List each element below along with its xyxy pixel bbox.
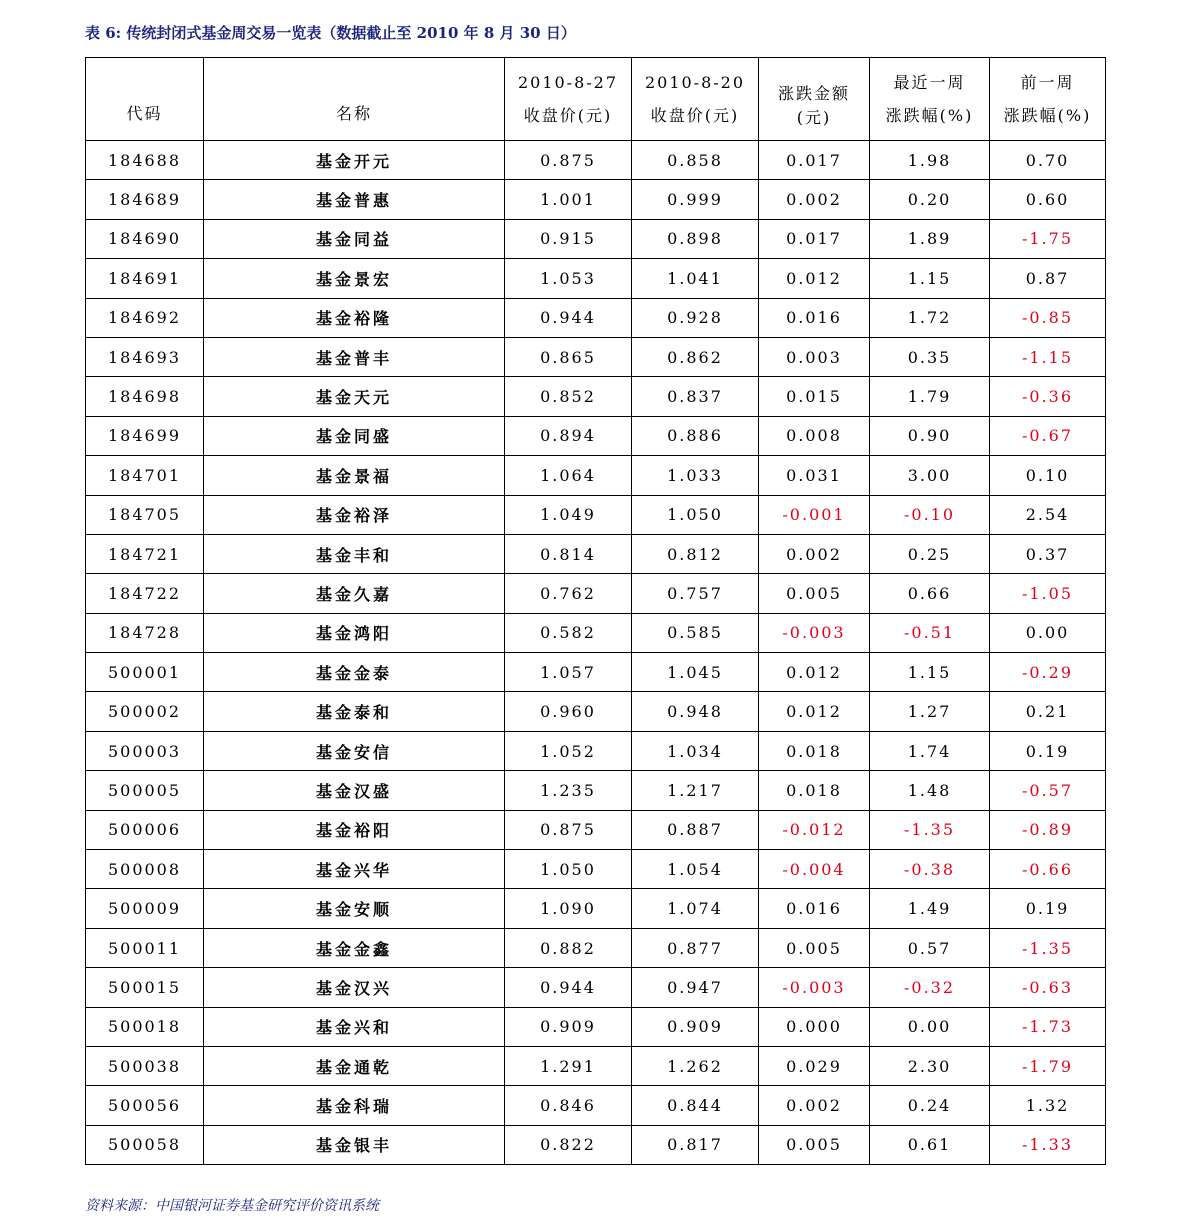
cell-close-previous: 0.837	[632, 377, 759, 416]
cell-close-current: 1.090	[505, 889, 632, 928]
cell-close-current: 1.291	[505, 1046, 632, 1085]
cell-week-change: 1.48	[870, 771, 990, 810]
cell-change-amount: 0.031	[759, 456, 870, 495]
cell-week-change: 0.57	[870, 928, 990, 967]
cell-close-current: 1.057	[505, 653, 632, 692]
cell-change-amount: 0.016	[759, 298, 870, 337]
cell-prev-week-change: 0.37	[990, 534, 1106, 573]
cell-change-amount: -0.004	[759, 850, 870, 889]
cell-prev-week-change: 0.00	[990, 613, 1106, 652]
table-row	[86, 850, 1106, 889]
table-row	[86, 928, 1106, 967]
cell-code: 184689	[86, 180, 204, 219]
cell-close-current: 0.814	[505, 534, 632, 573]
header-close-previous-label: 收盘价(元)	[650, 106, 740, 125]
header-prev-week-change-line1: 前一周	[1020, 73, 1075, 92]
cell-name: 基金裕泽	[204, 495, 505, 534]
cell-change-amount: 0.003	[759, 337, 870, 376]
cell-prev-week-change: 0.10	[990, 456, 1106, 495]
cell-prev-week-change: 1.32	[990, 1086, 1106, 1125]
cell-week-change: -0.10	[870, 495, 990, 534]
cell-week-change: 0.66	[870, 574, 990, 613]
table-row	[86, 259, 1106, 298]
cell-name: 基金普惠	[204, 180, 505, 219]
cell-close-previous: 0.862	[632, 337, 759, 376]
cell-change-amount: 0.018	[759, 731, 870, 770]
cell-code: 184690	[86, 219, 204, 258]
cell-close-previous: 1.045	[632, 653, 759, 692]
cell-code: 184698	[86, 377, 204, 416]
cell-change-amount: 0.016	[759, 889, 870, 928]
cell-close-current: 0.822	[505, 1125, 632, 1164]
cell-week-change: 1.74	[870, 731, 990, 770]
cell-change-amount: 0.017	[759, 219, 870, 258]
cell-code: 500009	[86, 889, 204, 928]
cell-code: 500058	[86, 1125, 204, 1164]
cell-close-current: 0.944	[505, 298, 632, 337]
cell-week-change: 1.79	[870, 377, 990, 416]
cell-close-current: 1.053	[505, 259, 632, 298]
cell-change-amount: 0.018	[759, 771, 870, 810]
cell-prev-week-change: 0.87	[990, 259, 1106, 298]
cell-close-previous: 0.757	[632, 574, 759, 613]
cell-change-amount: -0.012	[759, 810, 870, 849]
cell-code: 500018	[86, 1007, 204, 1046]
cell-week-change: 1.72	[870, 298, 990, 337]
cell-code: 500008	[86, 850, 204, 889]
cell-close-current: 0.909	[505, 1007, 632, 1046]
cell-change-amount: 0.015	[759, 377, 870, 416]
cell-name: 基金景福	[204, 456, 505, 495]
table-row	[86, 377, 1106, 416]
cell-change-amount: 0.000	[759, 1007, 870, 1046]
closed-end-fund-table	[85, 57, 1106, 1165]
cell-code: 184705	[86, 495, 204, 534]
table-row	[86, 1046, 1106, 1085]
table-row	[86, 731, 1106, 770]
table-row	[86, 180, 1106, 219]
table-row	[86, 968, 1106, 1007]
cell-close-current: 0.944	[505, 968, 632, 1007]
table-row	[86, 534, 1106, 573]
cell-close-previous: 0.948	[632, 692, 759, 731]
header-change-amount-line2: (元)	[796, 108, 832, 127]
cell-prev-week-change: -1.75	[990, 219, 1106, 258]
cell-code: 184688	[86, 141, 204, 180]
cell-close-previous: 0.999	[632, 180, 759, 219]
table-row	[86, 771, 1106, 810]
cell-close-current: 0.882	[505, 928, 632, 967]
cell-week-change: -0.51	[870, 613, 990, 652]
cell-close-current: 0.846	[505, 1086, 632, 1125]
cell-change-amount: 0.002	[759, 534, 870, 573]
table-row	[86, 1086, 1106, 1125]
cell-name: 基金科瑞	[204, 1086, 505, 1125]
cell-code: 500056	[86, 1086, 204, 1125]
table-row	[86, 219, 1106, 258]
cell-code: 184692	[86, 298, 204, 337]
cell-prev-week-change: -0.67	[990, 416, 1106, 455]
cell-change-amount: 0.029	[759, 1046, 870, 1085]
header-close-current	[505, 58, 632, 141]
cell-name: 基金普丰	[204, 337, 505, 376]
cell-change-amount: 0.002	[759, 180, 870, 219]
cell-close-current: 1.050	[505, 850, 632, 889]
cell-close-previous: 1.054	[632, 850, 759, 889]
cell-week-change: 0.61	[870, 1125, 990, 1164]
cell-name: 基金开元	[204, 141, 505, 180]
table-row	[86, 653, 1106, 692]
cell-change-amount: 0.008	[759, 416, 870, 455]
cell-prev-week-change: -0.89	[990, 810, 1106, 849]
cell-code: 500015	[86, 968, 204, 1007]
cell-week-change: 0.90	[870, 416, 990, 455]
cell-change-amount: 0.012	[759, 259, 870, 298]
header-code: 代码	[86, 58, 204, 141]
header-change-amount	[759, 58, 870, 141]
cell-close-previous: 1.262	[632, 1046, 759, 1085]
cell-prev-week-change: 2.54	[990, 495, 1106, 534]
cell-week-change: 1.15	[870, 259, 990, 298]
cell-name: 基金汉盛	[204, 771, 505, 810]
cell-name: 基金丰和	[204, 534, 505, 573]
cell-close-current: 1.064	[505, 456, 632, 495]
cell-name: 基金安信	[204, 731, 505, 770]
cell-week-change: 1.27	[870, 692, 990, 731]
cell-change-amount: 0.005	[759, 574, 870, 613]
cell-close-previous: 1.033	[632, 456, 759, 495]
cell-close-current: 0.762	[505, 574, 632, 613]
cell-prev-week-change: 0.19	[990, 889, 1106, 928]
cell-close-previous: 0.947	[632, 968, 759, 1007]
cell-week-change: 1.89	[870, 219, 990, 258]
table-row	[86, 416, 1106, 455]
cell-code: 500005	[86, 771, 204, 810]
table-row	[86, 889, 1106, 928]
cell-code: 184693	[86, 337, 204, 376]
header-week-change-line2: 涨跌幅(%)	[885, 106, 974, 125]
cell-close-current: 1.052	[505, 731, 632, 770]
cell-prev-week-change: -0.85	[990, 298, 1106, 337]
table-body	[86, 141, 1106, 1165]
cell-close-current: 1.235	[505, 771, 632, 810]
cell-code: 500006	[86, 810, 204, 849]
cell-prev-week-change: -1.35	[990, 928, 1106, 967]
cell-name: 基金泰和	[204, 692, 505, 731]
cell-code: 184699	[86, 416, 204, 455]
header-change-amount-line1: 涨跌金额	[777, 84, 850, 103]
cell-code: 500003	[86, 731, 204, 770]
cell-week-change: -0.32	[870, 968, 990, 1007]
cell-code: 184721	[86, 534, 204, 573]
cell-change-amount: 0.012	[759, 653, 870, 692]
table-row	[86, 495, 1106, 534]
table-row	[86, 1125, 1106, 1164]
table-row	[86, 337, 1106, 376]
cell-code: 500038	[86, 1046, 204, 1085]
cell-name: 基金鸿阳	[204, 613, 505, 652]
header-name: 名称	[204, 58, 505, 141]
cell-name: 基金兴和	[204, 1007, 505, 1046]
cell-close-current: 0.960	[505, 692, 632, 731]
cell-prev-week-change: 0.60	[990, 180, 1106, 219]
cell-close-previous: 1.050	[632, 495, 759, 534]
cell-change-amount: 0.017	[759, 141, 870, 180]
cell-close-current: 0.875	[505, 141, 632, 180]
cell-close-previous: 0.886	[632, 416, 759, 455]
header-close-previous	[632, 58, 759, 141]
cell-week-change: 1.15	[870, 653, 990, 692]
cell-prev-week-change: 0.70	[990, 141, 1106, 180]
cell-prev-week-change: -0.29	[990, 653, 1106, 692]
header-week-change	[870, 58, 990, 141]
cell-name: 基金同益	[204, 219, 505, 258]
cell-prev-week-change: -0.36	[990, 377, 1106, 416]
cell-name: 基金通乾	[204, 1046, 505, 1085]
cell-change-amount: 0.005	[759, 1125, 870, 1164]
cell-prev-week-change: -1.15	[990, 337, 1106, 376]
cell-close-previous: 0.887	[632, 810, 759, 849]
cell-prev-week-change: -1.79	[990, 1046, 1106, 1085]
cell-week-change: 1.98	[870, 141, 990, 180]
cell-code: 500001	[86, 653, 204, 692]
table-row	[86, 810, 1106, 849]
cell-close-previous: 1.074	[632, 889, 759, 928]
cell-close-previous: 0.909	[632, 1007, 759, 1046]
cell-close-current: 0.875	[505, 810, 632, 849]
cell-name: 基金兴华	[204, 850, 505, 889]
cell-close-current: 0.894	[505, 416, 632, 455]
cell-prev-week-change: -1.05	[990, 574, 1106, 613]
cell-change-amount: -0.003	[759, 968, 870, 1007]
header-close-current-date: 2010-8-27	[517, 73, 619, 92]
cell-name: 基金久嘉	[204, 574, 505, 613]
cell-close-previous: 0.817	[632, 1125, 759, 1164]
header-row	[86, 58, 1106, 141]
cell-week-change: 0.00	[870, 1007, 990, 1046]
cell-code: 184728	[86, 613, 204, 652]
cell-name: 基金同盛	[204, 416, 505, 455]
cell-close-current: 1.049	[505, 495, 632, 534]
cell-change-amount: 0.002	[759, 1086, 870, 1125]
header-week-change-line1: 最近一周	[893, 73, 966, 92]
header-prev-week-change	[990, 58, 1106, 141]
table-row	[86, 298, 1106, 337]
cell-prev-week-change: -0.66	[990, 850, 1106, 889]
cell-prev-week-change: -1.73	[990, 1007, 1106, 1046]
cell-close-current: 0.865	[505, 337, 632, 376]
cell-close-previous: 0.812	[632, 534, 759, 573]
cell-prev-week-change: -0.63	[990, 968, 1106, 1007]
cell-code: 500002	[86, 692, 204, 731]
cell-code: 500011	[86, 928, 204, 967]
cell-name: 基金银丰	[204, 1125, 505, 1164]
cell-close-current: 0.915	[505, 219, 632, 258]
cell-close-current: 0.852	[505, 377, 632, 416]
cell-week-change: 0.25	[870, 534, 990, 573]
cell-week-change: 0.35	[870, 337, 990, 376]
cell-close-previous: 1.041	[632, 259, 759, 298]
cell-week-change: 0.20	[870, 180, 990, 219]
header-prev-week-change-line2: 涨跌幅(%)	[1003, 106, 1092, 125]
cell-close-previous: 1.034	[632, 731, 759, 770]
source-note: 资料来源：中国银河证券基金研究评价资讯系统	[85, 1198, 379, 1214]
header-close-current-label: 收盘价(元)	[523, 106, 613, 125]
table-row	[86, 692, 1106, 731]
cell-week-change: -0.38	[870, 850, 990, 889]
cell-week-change: -1.35	[870, 810, 990, 849]
cell-change-amount: 0.005	[759, 928, 870, 967]
table-row	[86, 456, 1106, 495]
cell-name: 基金汉兴	[204, 968, 505, 1007]
cell-week-change: 3.00	[870, 456, 990, 495]
cell-close-previous: 0.877	[632, 928, 759, 967]
cell-week-change: 0.24	[870, 1086, 990, 1125]
cell-name: 基金景宏	[204, 259, 505, 298]
cell-name: 基金金泰	[204, 653, 505, 692]
cell-close-previous: 0.928	[632, 298, 759, 337]
cell-close-previous: 0.585	[632, 613, 759, 652]
cell-prev-week-change: 0.19	[990, 731, 1106, 770]
cell-name: 基金安顺	[204, 889, 505, 928]
cell-change-amount: -0.001	[759, 495, 870, 534]
cell-name: 基金裕隆	[204, 298, 505, 337]
table-caption: 表 6: 传统封闭式基金周交易一览表（数据截止至 2010 年 8 月 30 日）	[85, 24, 576, 42]
cell-close-previous: 0.898	[632, 219, 759, 258]
cell-name: 基金金鑫	[204, 928, 505, 967]
cell-close-current: 0.582	[505, 613, 632, 652]
cell-close-previous: 0.858	[632, 141, 759, 180]
cell-prev-week-change: 0.21	[990, 692, 1106, 731]
table-row	[86, 574, 1106, 613]
cell-code: 184722	[86, 574, 204, 613]
cell-close-current: 1.001	[505, 180, 632, 219]
cell-prev-week-change: -1.33	[990, 1125, 1106, 1164]
table-row	[86, 1007, 1106, 1046]
cell-name: 基金裕阳	[204, 810, 505, 849]
cell-name: 基金天元	[204, 377, 505, 416]
cell-code: 184701	[86, 456, 204, 495]
cell-change-amount: -0.003	[759, 613, 870, 652]
cell-code: 184691	[86, 259, 204, 298]
cell-week-change: 1.49	[870, 889, 990, 928]
cell-close-previous: 0.844	[632, 1086, 759, 1125]
cell-change-amount: 0.012	[759, 692, 870, 731]
cell-week-change: 2.30	[870, 1046, 990, 1085]
table-row	[86, 141, 1106, 180]
table-row	[86, 613, 1106, 652]
cell-prev-week-change: -0.57	[990, 771, 1106, 810]
cell-close-previous: 1.217	[632, 771, 759, 810]
header-close-previous-date: 2010-8-20	[644, 73, 746, 92]
